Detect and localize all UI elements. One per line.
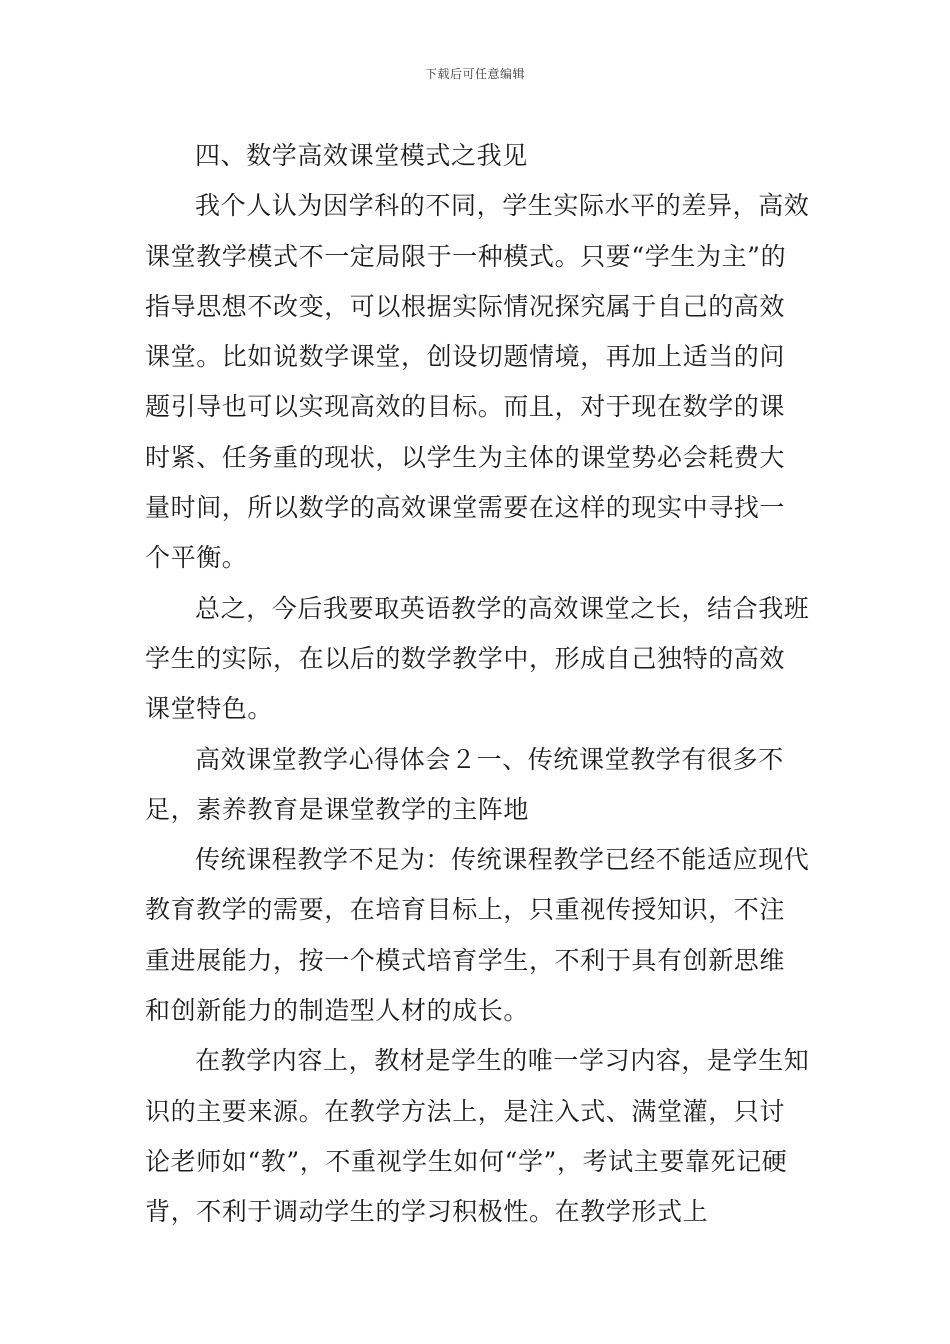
section-heading: 四、数学高效课堂模式之我见 xyxy=(195,141,528,170)
paragraph: 我个人认为因学科的不同，学生实际水平的差异，高效课堂教学模式不一定局限于一种模式。只要“学生为主”的指导思想不改变，可以根据实际情况探究属于自己的高效课堂。比如说数学课堂，创设切题情境，再加上适当的问题引导也可以实现高效的目标。而且，对于现在数学的课时紧、任务重的现状，以学生为主体的课堂势必会耗费大量时间，所以数学的高效课堂需要在这样的现实中寻找一个平衡。 xyxy=(145,191,810,573)
paragraph: 高效课堂教学心得体会２一、传统课堂教学有很多不足，素养教育是课堂教学的主阵地 xyxy=(145,744,784,824)
paragraph: 总之，今后我要取英语教学的高效课堂之长，结合我班学生的实际，在以后的数学教学中，形成自己独特的高效课堂特色。 xyxy=(145,593,810,724)
page-header: 下载后可任意编辑 xyxy=(424,67,525,81)
document-body xyxy=(145,131,810,1238)
paragraph: 在教学内容上，教材是学生的唯一学习内容，是学生知识的主要来源。在教学方法上，是注入式、满堂灌，只讨论老师如“教”，不重视学生如何“学”，考试主要靠死记硬背，不利于调动学生的学习积极性。在教学形式上 xyxy=(145,1046,810,1227)
paragraph: 传统课程教学不足为：传统课程教学已经不能适应现代教育教学的需要，在培育目标上，只重视传授知识，不注重进展能力，按一个模式培育学生，不利于具有创新思维和创新能力的制造型人材的成长。 xyxy=(145,845,810,1026)
